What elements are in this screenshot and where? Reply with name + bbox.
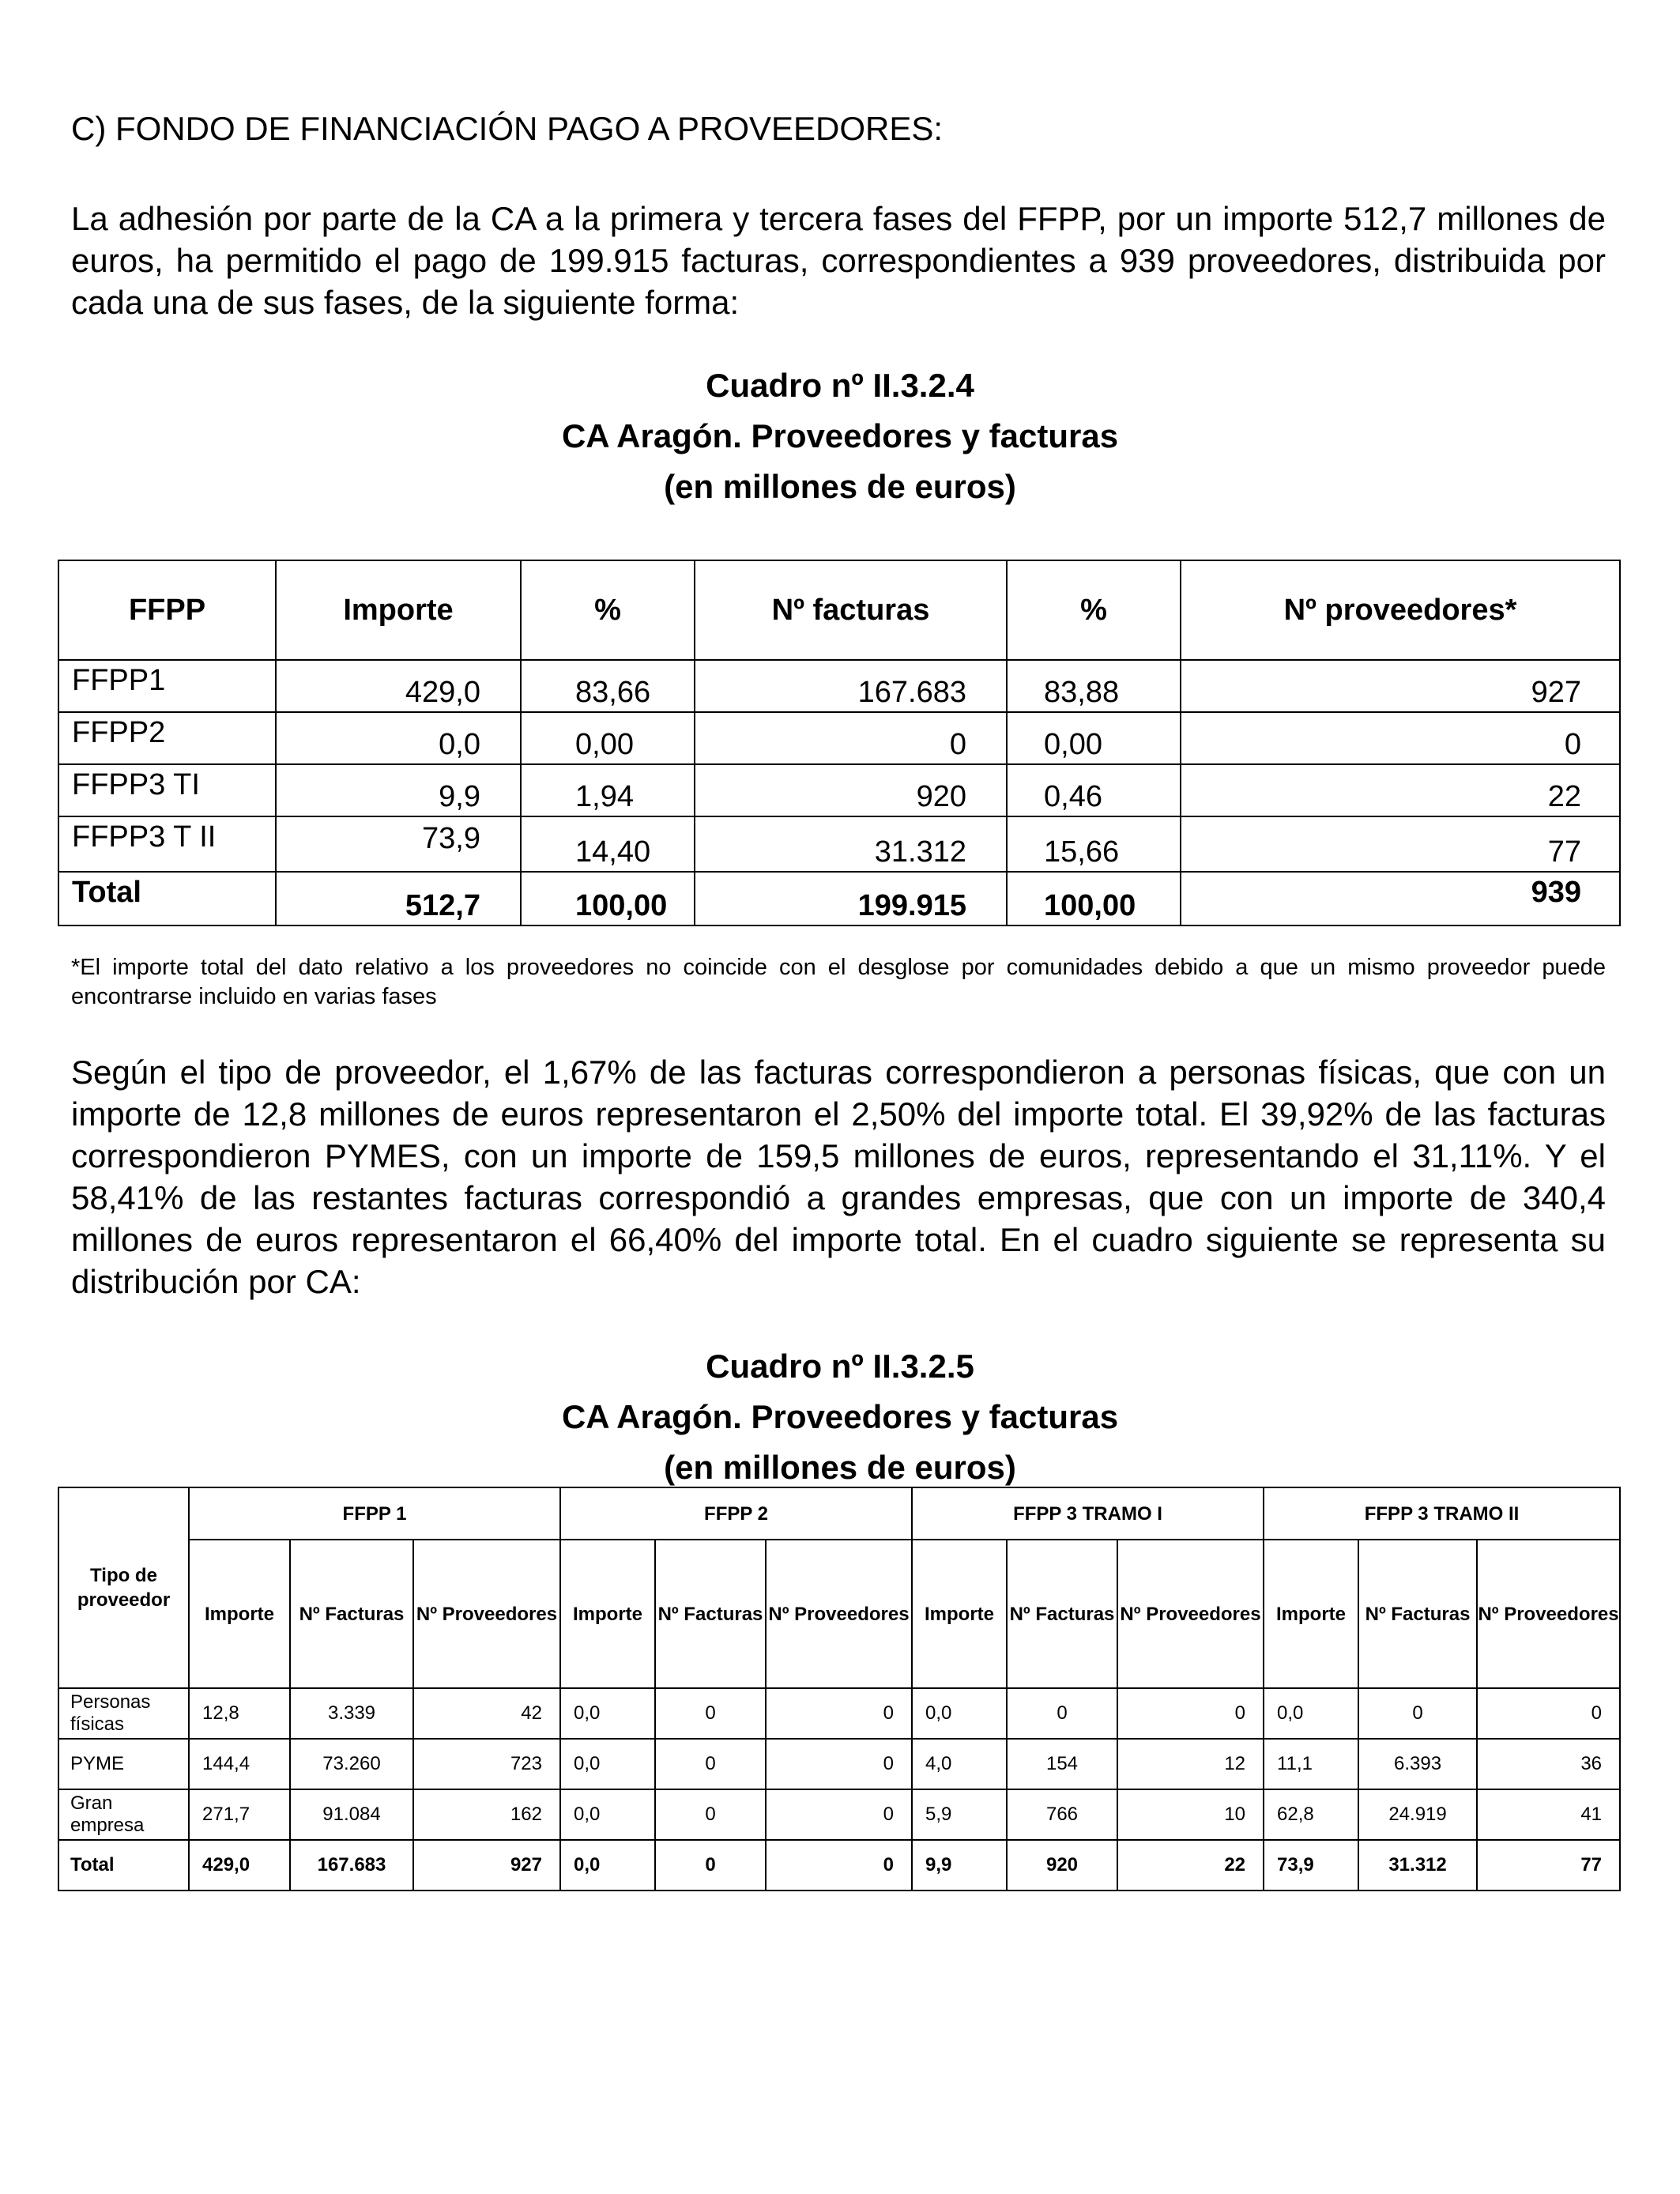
table-cell: 271,7	[189, 1789, 290, 1840]
column-header: Importe	[560, 1540, 655, 1688]
table-cell: 0,0	[560, 1688, 655, 1739]
table-cell: 429,0	[276, 660, 521, 712]
table-cell: 0,00	[521, 712, 695, 764]
column-header: Nº facturas	[695, 560, 1007, 660]
table-cell: 766	[1007, 1789, 1117, 1840]
table-cell: 24.919	[1358, 1789, 1477, 1840]
group-header-row	[58, 1487, 1620, 1540]
table-cell: 512,7	[276, 872, 521, 925]
table-cell: 0	[1477, 1688, 1620, 1739]
table-cell: 1,94	[521, 764, 695, 816]
table-cell: 0	[655, 1789, 766, 1840]
column-header: Nº Proveedores	[1477, 1540, 1620, 1688]
column-header: Nº Facturas	[655, 1540, 766, 1688]
table-cell: 42	[413, 1688, 560, 1739]
row-label: FFPP3 TI	[58, 764, 276, 816]
group-header: FFPP 1	[189, 1487, 560, 1540]
table-cell: 167.683	[290, 1840, 413, 1891]
table-row	[58, 816, 1620, 872]
provider-type-table	[58, 1487, 1621, 1891]
table-cell: 11,1	[1264, 1739, 1358, 1789]
table-cell: 927	[1181, 660, 1620, 712]
column-header: Importe	[1264, 1540, 1358, 1688]
table1-caption-line: (en millones de euros)	[664, 468, 1016, 505]
table-cell: 73.260	[290, 1739, 413, 1789]
row-header: Tipo de proveedor	[58, 1487, 189, 1688]
table-header-row	[58, 560, 1620, 660]
table2-caption-line: (en millones de euros)	[664, 1449, 1016, 1486]
table-cell: 83,66	[521, 660, 695, 712]
column-header: Importe	[189, 1540, 290, 1688]
table-cell: 0	[766, 1688, 912, 1739]
group-header: FFPP 2	[560, 1487, 912, 1540]
table-cell: 0	[655, 1688, 766, 1739]
table-cell: 0,0	[276, 712, 521, 764]
table-cell: 939	[1181, 872, 1620, 925]
table-cell: 100,00	[1007, 872, 1181, 925]
table-cell: 12,8	[189, 1688, 290, 1739]
table-total-row	[58, 872, 1620, 925]
table-cell: 6.393	[1358, 1739, 1477, 1789]
column-header: Nº Proveedores	[413, 1540, 560, 1688]
table-row	[58, 712, 1620, 764]
table-cell: 162	[413, 1789, 560, 1840]
column-header: Importe	[276, 560, 521, 660]
table2-caption-line: CA Aragón. Proveedores y facturas	[561, 1398, 1119, 1435]
table-cell: 31.312	[695, 816, 1007, 872]
table-cell: 920	[695, 764, 1007, 816]
group-header: FFPP 3 TRAMO II	[1264, 1487, 1620, 1540]
row-label: FFPP3 T II	[58, 816, 276, 872]
table-cell: 9,9	[912, 1840, 1007, 1891]
table-cell: 0	[1181, 712, 1620, 764]
table1-caption-line: Cuadro nº II.3.2.4	[706, 367, 974, 404]
sub-header-row	[58, 1540, 1620, 1688]
table-cell: 14,40	[521, 816, 695, 872]
table-cell: 36	[1477, 1739, 1620, 1789]
row-label: FFPP2	[58, 712, 276, 764]
table-cell: 0,46	[1007, 764, 1181, 816]
table-cell: 0	[655, 1840, 766, 1891]
table-cell: 4,0	[912, 1739, 1007, 1789]
table-row	[58, 1789, 1620, 1840]
table-cell: 73,9	[276, 816, 521, 872]
table1-caption-line: CA Aragón. Proveedores y facturas	[561, 417, 1119, 454]
row-label: Personas físicas	[58, 1688, 189, 1739]
column-header: Nº Facturas	[1358, 1540, 1477, 1688]
table-row	[58, 764, 1620, 816]
provider-type-paragraph: Según el tipo de proveedor, el 1,67% de las facturas correspondieron a personas físicas, que con un importe de 12,8 millones de euros representaron el 2,50% del importe total. El 39,92% de las facturas correspondieron PYMES, con un importe de 159,5 millones de euros, representando el 31,11%. Y el 58,41% de las restantes facturas correspondió a grandes empresas, que con un importe de 340,4 millones de euros representaron el 66,40% del importe total. En el cuadro siguiente se representa su distribución por CA:	[71, 1054, 1606, 1300]
table-cell: 41	[1477, 1789, 1620, 1840]
table-cell: 0,00	[1007, 712, 1181, 764]
table-cell: 0	[1117, 1688, 1264, 1739]
table-cell: 5,9	[912, 1789, 1007, 1840]
table-cell: 22	[1181, 764, 1620, 816]
table-cell: 15,66	[1007, 816, 1181, 872]
column-header: Nº proveedores*	[1181, 560, 1620, 660]
section-heading: C) FONDO DE FINANCIACIÓN PAGO A PROVEEDORES:	[71, 110, 944, 147]
table-cell: 167.683	[695, 660, 1007, 712]
column-header: Importe	[912, 1540, 1007, 1688]
table1-footnote: *El importe total del dato relativo a los proveedores no coincide con el desglose por comunidades debido a que un mismo proveedor puede encontrarse incluido en varias fases	[71, 955, 1606, 1009]
table-cell: 22	[1117, 1840, 1264, 1891]
row-label: Total	[58, 872, 276, 925]
table-cell: 927	[413, 1840, 560, 1891]
table1-caption	[0, 360, 1680, 512]
column-header: FFPP	[58, 560, 276, 660]
column-header: Nº Facturas	[1007, 1540, 1117, 1688]
column-header: Nº Proveedores	[1117, 1540, 1264, 1688]
table-cell: 0,0	[560, 1789, 655, 1840]
table2-caption	[0, 1341, 1680, 1493]
table-cell: 83,88	[1007, 660, 1181, 712]
table-cell: 429,0	[189, 1840, 290, 1891]
row-label: Gran empresa	[58, 1789, 189, 1840]
table-cell: 0	[766, 1739, 912, 1789]
table-row	[58, 1688, 1620, 1739]
table-cell: 0,0	[560, 1739, 655, 1789]
table-cell: 154	[1007, 1739, 1117, 1789]
table-cell: 100,00	[521, 872, 695, 925]
table-cell: 77	[1477, 1840, 1620, 1891]
table-cell: 920	[1007, 1840, 1117, 1891]
table-cell: 199.915	[695, 872, 1007, 925]
column-header: %	[1007, 560, 1181, 660]
table-cell: 0	[655, 1739, 766, 1789]
table-cell: 0	[766, 1840, 912, 1891]
table-cell: 0,0	[1264, 1688, 1358, 1739]
table-row	[58, 1739, 1620, 1789]
row-label: PYME	[58, 1739, 189, 1789]
table-cell: 73,9	[1264, 1840, 1358, 1891]
column-header: Nº Facturas	[290, 1540, 413, 1688]
column-header: Nº Proveedores	[766, 1540, 912, 1688]
table-cell: 31.312	[1358, 1840, 1477, 1891]
table-row	[58, 660, 1620, 712]
group-header: FFPP 3 TRAMO I	[912, 1487, 1264, 1540]
table-cell: 0,0	[912, 1688, 1007, 1739]
table-cell: 0,0	[560, 1840, 655, 1891]
table-cell: 9,9	[276, 764, 521, 816]
row-label: FFPP1	[58, 660, 276, 712]
table-cell: 91.084	[290, 1789, 413, 1840]
table-cell: 3.339	[290, 1688, 413, 1739]
column-header: %	[521, 560, 695, 660]
table-cell: 12	[1117, 1739, 1264, 1789]
row-label: Total	[58, 1840, 189, 1891]
table-cell: 62,8	[1264, 1789, 1358, 1840]
ffpp-summary-table	[58, 560, 1621, 926]
table-cell: 0	[1358, 1688, 1477, 1739]
table-cell: 10	[1117, 1789, 1264, 1840]
table-total-row	[58, 1840, 1620, 1891]
intro-paragraph: La adhesión por parte de la CA a la primera y tercera fases del FFPP, por un importe 512,7 millones de euros, ha permitido el pago de 199.915 facturas, correspondientes a 939 proveedores, distribuida por cada una de sus fases, de la siguiente forma:	[71, 200, 1606, 321]
table-cell: 0	[695, 712, 1007, 764]
table-cell: 723	[413, 1739, 560, 1789]
table2-caption-line: Cuadro nº II.3.2.5	[706, 1348, 974, 1385]
table-cell: 77	[1181, 816, 1620, 872]
table-cell: 144,4	[189, 1739, 290, 1789]
table-cell: 0	[1007, 1688, 1117, 1739]
table-cell: 0	[766, 1789, 912, 1840]
